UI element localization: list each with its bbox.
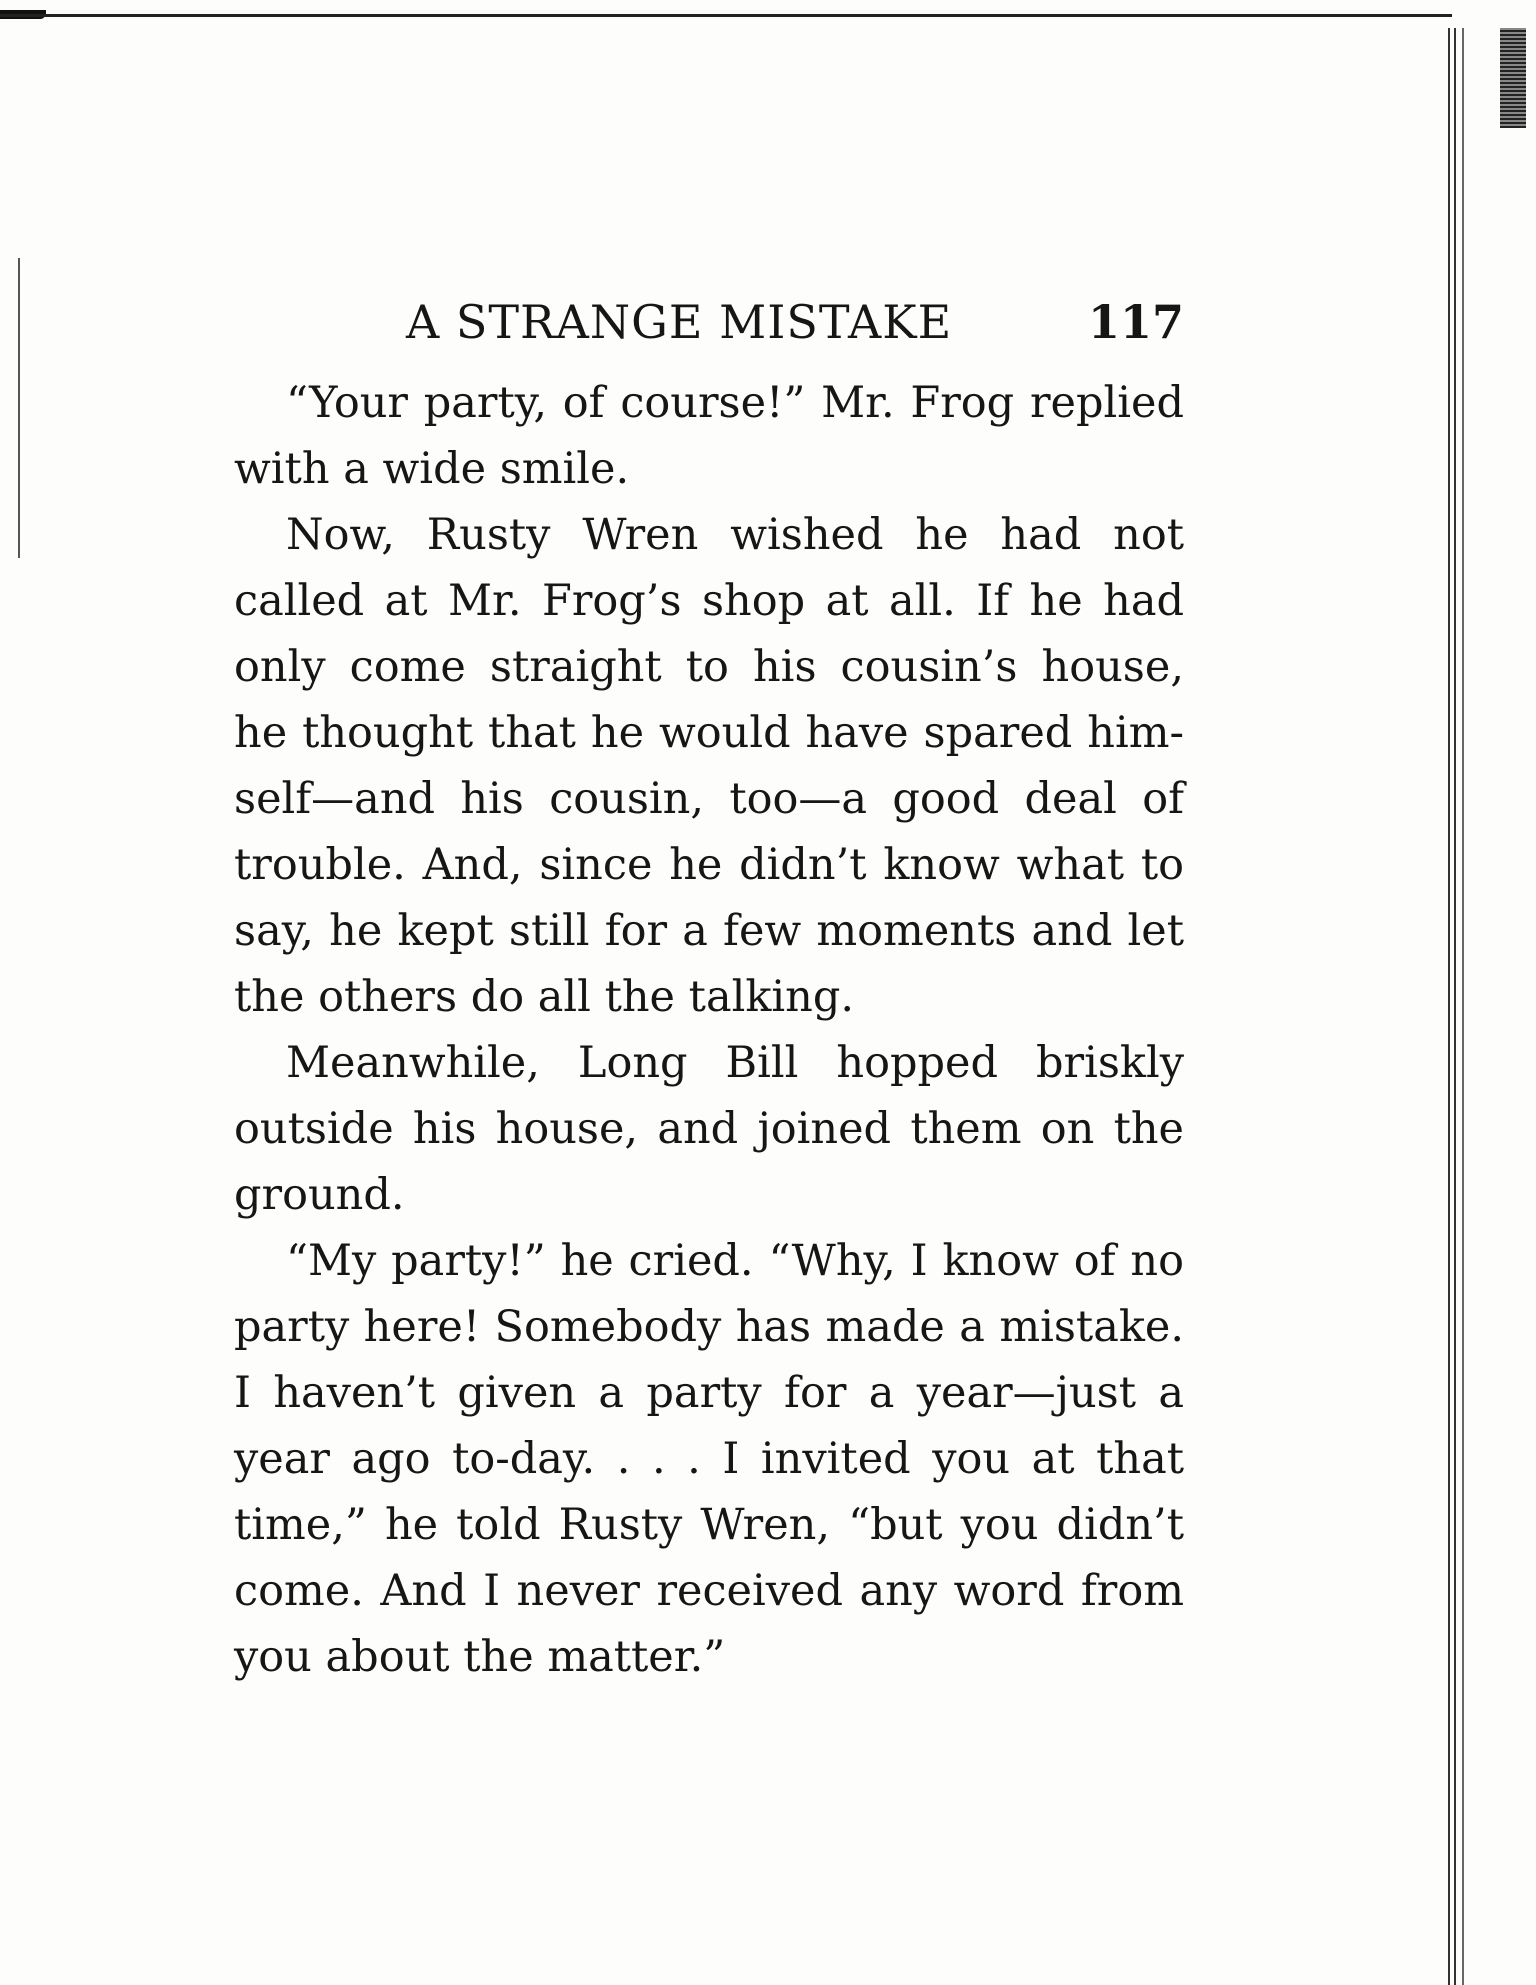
paragraph: “My party!” he cried. “Why, I know of no party here! Somebody has made a mistake. I haven’t given a party for a year—just a year ago to-day. . . . I invited you at that time,” he told Rusty Wren, “but you didn’t come. And I never received any word from you about the matter.” — [234, 1236, 1184, 1682]
running-head — [234, 292, 1184, 352]
book-page — [234, 292, 1184, 1690]
chapter-title: A STRANGE MISTAKE — [406, 295, 953, 349]
page-number: 117 — [1087, 295, 1184, 349]
binding-block — [1500, 28, 1526, 128]
scan-left-edge — [18, 258, 20, 558]
binding-line — [1448, 28, 1450, 1985]
scan-top-edge — [0, 14, 1452, 17]
body-text — [234, 370, 1184, 1690]
paragraph: “Your party, of course!” Mr. Frog replied with a wide smile. — [234, 378, 1184, 494]
paragraph: Now, Rusty Wren wished he had not called at Mr. Frog’s shop at all. If he had only come straight to his cousin’s house, he thought that he would have spared himself—and his cousin, too—a good deal of trouble. And, since he didn’t know what to say, he kept still for a few moments and let the others do all the talking. — [234, 510, 1184, 1022]
book-binding-edge — [1440, 28, 1536, 1985]
binding-line — [1462, 28, 1464, 1985]
paragraph: Meanwhile, Long Bill hopped briskly outside his house, and joined them on the ground. — [234, 1038, 1184, 1220]
binding-line — [1454, 28, 1456, 1985]
